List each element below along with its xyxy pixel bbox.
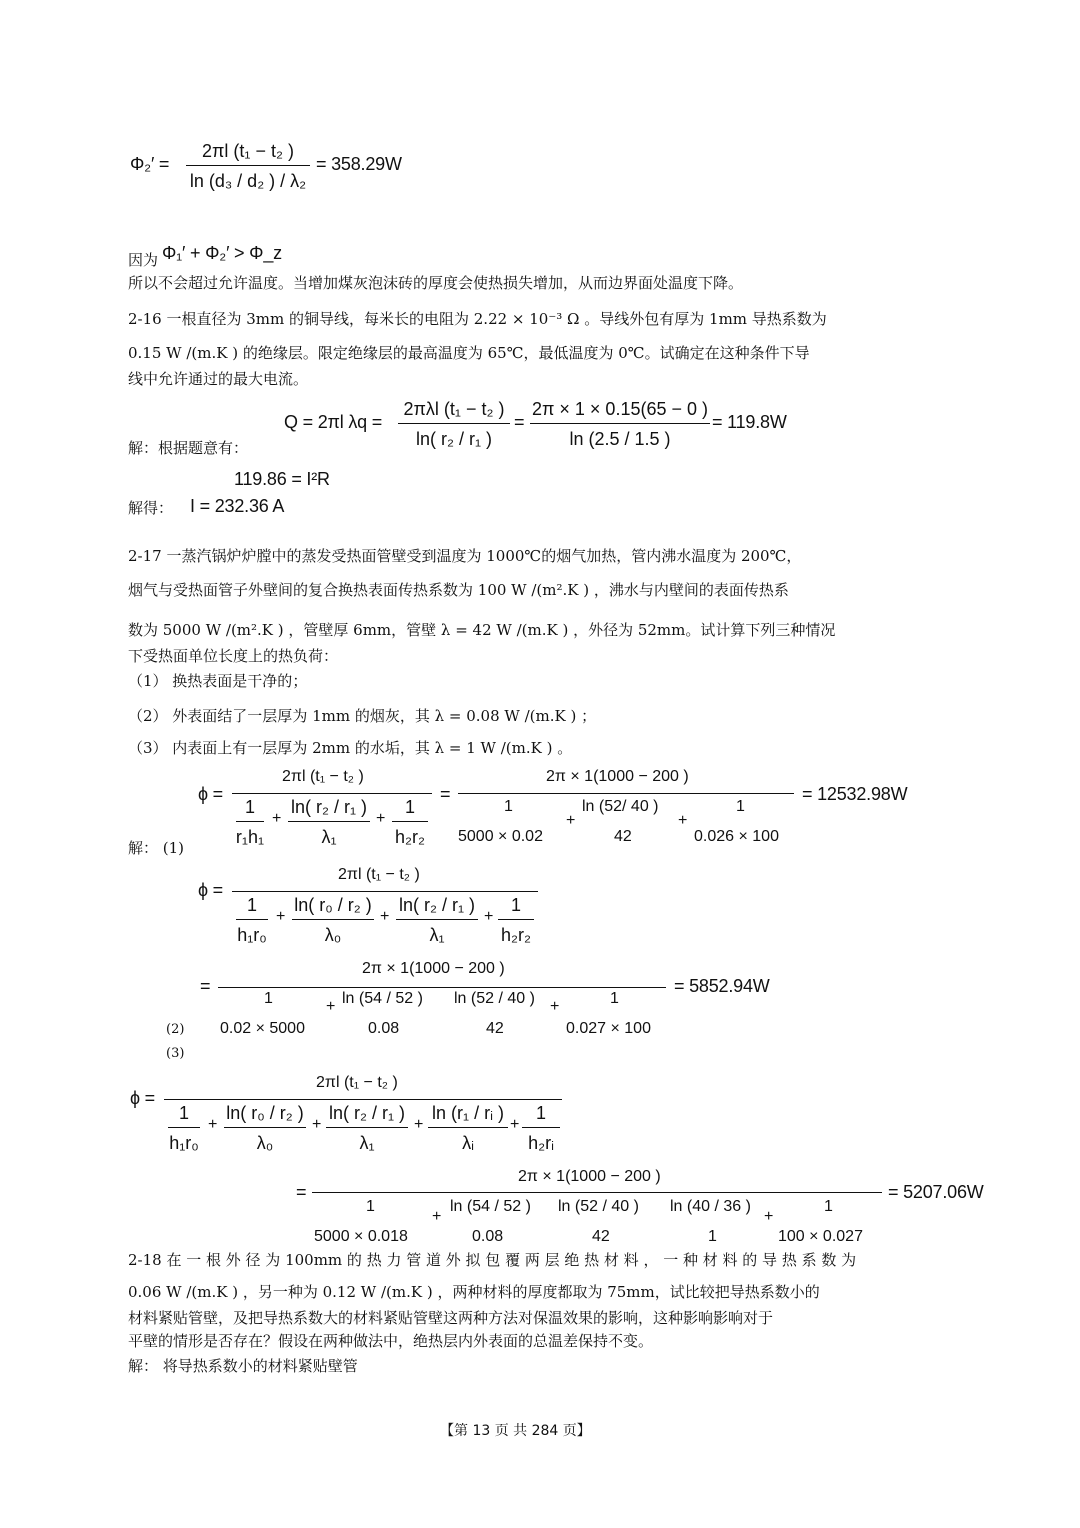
- case-2: （2） 外表面结了一层厚为 1mm 的烟灰，其 λ = 0.08 W /(m.K ) ；: [128, 707, 597, 725]
- f2-term3-den: λ₁: [429, 925, 445, 945]
- solution-1-label: 解： (1): [128, 839, 185, 857]
- f3-u1: 1: [366, 1198, 375, 1215]
- f3-numerator: 2πl (t₁ − t₂ ): [316, 1074, 398, 1091]
- q-fraction-2: [530, 398, 710, 450]
- f3-term2: [224, 1102, 306, 1154]
- fraction-bar: [312, 1192, 882, 1193]
- f1-u3-den: 0.026 × 100: [694, 828, 779, 845]
- f3-u3-den: 42: [592, 1228, 610, 1245]
- f2-term3-num: ln( r₂ / r₁ ): [398, 895, 476, 915]
- q-fraction-1: [398, 398, 510, 450]
- plus-sign: +: [312, 1116, 322, 1133]
- plus-sign: +: [208, 1116, 218, 1133]
- f3-term2-den: λ₀: [256, 1133, 274, 1153]
- q-numerator-2: 2π × 1 × 0.15(65 − 0 ): [531, 399, 709, 419]
- f2-lhs: ϕ =: [198, 880, 223, 900]
- f3-fraction: [164, 1074, 562, 1164]
- problem-2-17-line3: 数为 5000 W /(m².K ) ，管壁厚 6mm，管壁 λ = 42 W /(m.K ) ，外径为 52mm。试计算下列三种情况: [128, 621, 836, 639]
- current-result: I = 232.36 A: [190, 496, 285, 516]
- f1-u2-den: 42: [614, 828, 632, 845]
- f3-lhs: ϕ =: [130, 1088, 155, 1108]
- fraction-bar: [326, 1127, 408, 1128]
- f2-fraction: [232, 866, 538, 956]
- f3-term5-num: 1: [535, 1103, 546, 1123]
- solution-3-label: (3): [166, 1046, 185, 1061]
- f3-term1: [168, 1102, 200, 1154]
- plus-sign: +: [380, 908, 390, 925]
- f1-term3-den: h₂r₂: [395, 827, 425, 847]
- q-numerator-1: 2πλl (t₁ − t₂ ): [403, 399, 505, 419]
- f3-term4-num: ln (r₁ / rᵢ ): [432, 1103, 504, 1123]
- f1-term2-den: λ₁: [321, 827, 337, 847]
- f3-u3: ln (52 / 40 ): [558, 1198, 639, 1215]
- f3-u2-den: 0.08: [472, 1228, 504, 1245]
- plus-sign: +: [550, 998, 560, 1015]
- fraction-bar: [218, 987, 666, 988]
- power-equation: 119.86 = I²R: [234, 469, 330, 489]
- f3-term3: [326, 1102, 408, 1154]
- solution-label-2-16: 解：根据题意有：: [128, 439, 249, 457]
- f2-u3: ln (52 / 40 ): [454, 990, 535, 1007]
- problem-2-16-line2: 0.15 W /(m.K ) 的绝缘层。限定绝缘层的最高温度为 65℃，最低温度为 0℃。试确定在这种条件下导: [128, 344, 810, 362]
- f2-equals: =: [200, 976, 211, 996]
- f2-u1-den: 0.02 × 5000: [220, 1020, 305, 1037]
- fraction-bar: [186, 165, 310, 166]
- f2-numerator: 2πl (t₁ − t₂ ): [338, 866, 420, 883]
- fraction-bar: [398, 423, 510, 424]
- q-lhs: Q = 2πl λq =: [284, 412, 383, 432]
- fraction-bar: [232, 891, 538, 892]
- page-footer: 【第 13 页 共 284 页】: [440, 1423, 591, 1439]
- f1-u2: ln (52/ 40 ): [582, 798, 659, 815]
- fraction-bar: [530, 423, 710, 424]
- f2-u4: 1: [610, 990, 619, 1007]
- fraction-bar: [164, 1099, 562, 1100]
- f1-fraction: [232, 768, 432, 858]
- f3-numerator-2: 2π × 1(1000 − 200 ): [518, 1168, 661, 1185]
- because-label: 因为: [128, 251, 159, 269]
- f3-term1-num: 1: [178, 1103, 189, 1123]
- problem-2-17-line1: 2-17 一蒸汽锅炉炉膛中的蒸发受热面管壁受到温度为 1000℃的烟气加热，管内沸水温度为 200℃，: [128, 547, 802, 565]
- fraction-bar: [288, 821, 370, 822]
- f3-u5-den: 100 × 0.027: [778, 1228, 863, 1245]
- q-equals: =: [514, 412, 525, 432]
- plus-sign: +: [432, 1208, 442, 1225]
- f1-u3: 1: [736, 798, 745, 815]
- f1-term3-num: 1: [404, 797, 415, 817]
- f3-term3-num: ln( r₂ / r₁ ): [328, 1103, 406, 1123]
- f3-u1-den: 5000 × 0.018: [314, 1228, 408, 1245]
- fraction-bar: [458, 793, 794, 794]
- problem-2-18-line2: 0.06 W /(m.K ) ，另一种为 0.12 W /(m.K ) ，两种材料的厚度都取为 75mm，试比较把导热系数小的: [128, 1283, 820, 1301]
- fraction-bar: [292, 919, 374, 920]
- plus-sign: +: [484, 908, 494, 925]
- conclusion-text: 所以不会超过允许温度。当增加煤灰泡沫砖的厚度会使热损失增加，从而边界面处温度下降。: [128, 274, 744, 292]
- f3-term2-num: ln( r₀ / r₂ ): [226, 1103, 304, 1123]
- f2-term4-num: 1: [510, 895, 521, 915]
- fraction-bar: [428, 1127, 508, 1128]
- case-3: （3） 内表面上有一层厚为 2mm 的水垢，其 λ = 1 W /(m.K ) 。: [128, 739, 573, 757]
- f2-term2-den: λ₀: [324, 925, 342, 945]
- phi2-fraction: [186, 140, 310, 192]
- problem-2-17-line2: 烟气与受热面管子外壁间的复合换热表面传热系数为 100 W /(m².K ) ，沸水与内壁间的表面传热系: [128, 581, 789, 599]
- fraction-bar: [498, 919, 534, 920]
- f3-rhs: = 5207.06W: [888, 1182, 984, 1202]
- f2-term1: [236, 894, 268, 946]
- f3-term1-den: h₁r₀: [169, 1133, 199, 1153]
- f2-u4-den: 0.027 × 100: [566, 1020, 651, 1037]
- problem-2-17-line4: 下受热面单位长度上的热负荷：: [128, 647, 339, 665]
- f2-u2-den: 0.08: [368, 1020, 400, 1037]
- problem-2-18-line1: 2-18 在 一 根 外 径 为 100mm 的 热 力 管 道 外 拟 包 覆 两 层 绝 热 材 料 ， 一 种 材 料 的 导 热 系 数 为: [128, 1251, 857, 1269]
- phi2-rhs: = 358.29W: [316, 154, 402, 174]
- plus-sign: +: [764, 1208, 774, 1225]
- q-denominator-1: ln( r₂ / r₁ ): [415, 429, 493, 449]
- plus-sign: +: [276, 908, 286, 925]
- f3-u2: ln (54 / 52 ): [450, 1198, 531, 1215]
- fraction-bar: [168, 1127, 200, 1128]
- f1-term1-den: r₁h₁: [235, 827, 265, 847]
- f1-numerator-2: 2π × 1(1000 − 200 ): [546, 768, 689, 785]
- f2-rhs: = 5852.94W: [674, 976, 770, 996]
- phi2-lhs: Φ₂′ =: [130, 154, 170, 174]
- plus-sign: +: [510, 1116, 520, 1133]
- f2-numerator-2: 2π × 1(1000 − 200 ): [362, 960, 505, 977]
- f1-term2: [288, 796, 370, 848]
- f2-term2: [292, 894, 374, 946]
- f3-u4: ln (40 / 36 ): [670, 1198, 751, 1215]
- plus-sign: +: [414, 1116, 424, 1133]
- fraction-bar: [396, 919, 478, 920]
- q-denominator-2: ln (2.5 / 1.5 ): [569, 429, 671, 449]
- f1-numerator: 2πl (t₁ − t₂ ): [282, 768, 364, 785]
- fraction-bar: [522, 1127, 560, 1128]
- f2-term1-den: h₁r₀: [237, 925, 267, 945]
- f1-term1-num: 1: [244, 797, 255, 817]
- fraction-bar: [236, 919, 268, 920]
- f3-term5-den: h₂rᵢ: [528, 1133, 554, 1153]
- plus-sign: +: [272, 810, 282, 827]
- f2-term1-num: 1: [246, 895, 257, 915]
- problem-2-18-line4: 平壁的情形是否存在？假设在两种做法中，绝热层内外表面的总温差保持不变。: [128, 1332, 654, 1350]
- plus-sign: +: [678, 812, 688, 829]
- f2-term4-den: h₂r₂: [501, 925, 531, 945]
- f1-rhs: = 12532.98W: [802, 784, 908, 804]
- fraction-bar: [232, 793, 432, 794]
- phi2-denominator: ln (d₃ / d₂ ) / λ₂: [189, 171, 307, 191]
- problem-2-16-line1: 2-16 一根直径为 3mm 的铜导线，每米长的电阻为 2.22 × 10⁻³ Ω 。导线外包有厚为 1mm 导热系数为: [128, 310, 827, 328]
- f2-fraction-2: [218, 958, 666, 1048]
- f1-fraction-2: [458, 768, 794, 858]
- result-label: 解得：: [128, 499, 174, 517]
- f3-term5: [522, 1102, 560, 1154]
- solution-2-18: 解： 将导热系数小的材料紧贴壁管: [128, 1357, 358, 1375]
- f3-fraction-2: [312, 1166, 882, 1256]
- f2-term2-num: ln( r₀ / r₂ ): [294, 895, 372, 915]
- f1-term1: [236, 796, 264, 848]
- f1-term3: [392, 796, 428, 848]
- plus-sign: +: [376, 810, 386, 827]
- fraction-bar: [392, 821, 428, 822]
- f3-term4-den: λᵢ: [462, 1133, 474, 1153]
- f3-term3-den: λ₁: [359, 1133, 375, 1153]
- f1-u1-den: 5000 × 0.02: [458, 828, 543, 845]
- plus-sign: +: [326, 998, 336, 1015]
- fraction-bar: [236, 821, 264, 822]
- solution-2-label: (2): [166, 1022, 185, 1037]
- because-expression: Φ₁′ + Φ₂′ > Φ_z: [162, 243, 282, 263]
- case-1: （1） 换热表面是干净的；: [128, 672, 308, 690]
- f2-u1: 1: [264, 990, 273, 1007]
- f2-u3-den: 42: [486, 1020, 504, 1037]
- f3-u4-den: 1: [708, 1228, 717, 1245]
- f1-equals: =: [440, 784, 451, 804]
- f2-u2: ln (54 / 52 ): [342, 990, 423, 1007]
- problem-2-18-line3: 材料紧贴管壁，及把导热系数大的材料紧贴管壁这两种方法对保温效果的影响，这种影响影响对于: [128, 1309, 774, 1327]
- plus-sign: +: [566, 812, 576, 829]
- f1-lhs: ϕ =: [198, 784, 223, 804]
- problem-2-16-line3: 线中允许通过的最大电流。: [128, 370, 309, 388]
- f3-u5: 1: [824, 1198, 833, 1215]
- fraction-bar: [224, 1127, 306, 1128]
- f1-term2-num: ln( r₂ / r₁ ): [290, 797, 368, 817]
- f2-term4: [498, 894, 534, 946]
- f1-u1: 1: [504, 798, 513, 815]
- f3-equals: =: [296, 1182, 307, 1202]
- q-rhs: = 119.8W: [712, 412, 787, 432]
- f2-term3: [396, 894, 478, 946]
- phi2-numerator: 2πl (t₁ − t₂ ): [202, 141, 294, 161]
- f3-term4: [428, 1102, 508, 1154]
